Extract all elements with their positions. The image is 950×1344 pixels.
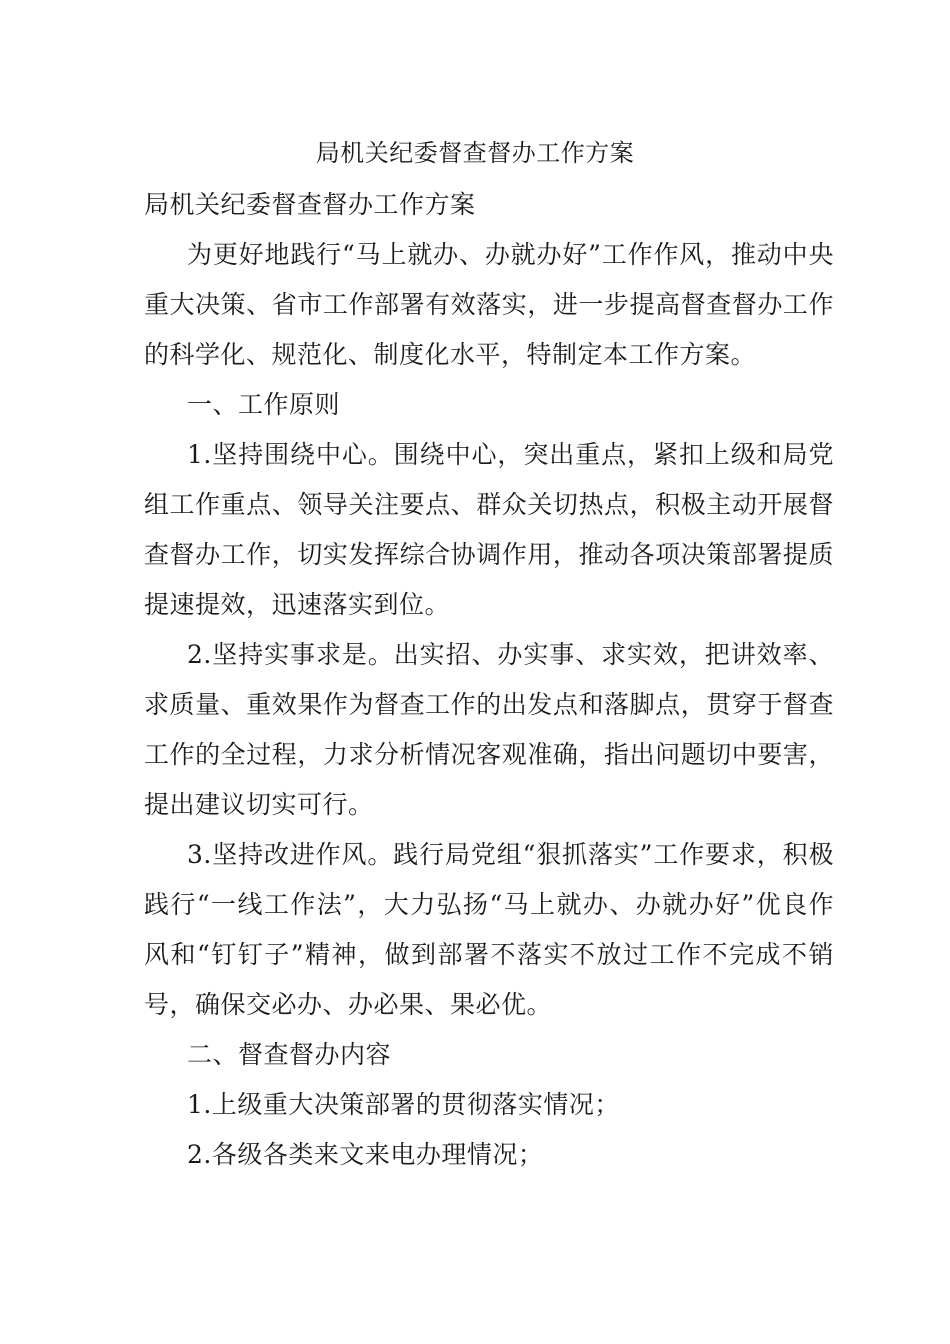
- section-heading-content: 二、督查督办内容: [187, 1040, 392, 1069]
- principle-paragraph-2: 2.坚持实事求是。出实招、办实事、求实效，把讲效率、求质量、重效果作为督查工作的出发点和落脚点，贯穿于督查工作的全过程，力求分析情况客观准确，指出问题切中要害，提出建议切实可行。: [144, 640, 834, 819]
- principle-paragraph-1: 1.坚持围绕中心。围绕中心，突出重点，紧扣上级和局党组工作重点、领导关注要点、群众关切热点，积极主动开展督查督办工作，切实发挥综合协调作用，推动各项决策部署提质提速提效，迅速落实到位。: [144, 440, 834, 619]
- document-body: [144, 180, 834, 1180]
- content-item-1: 1.上级重大决策部署的贯彻落实情况；: [187, 1090, 620, 1119]
- content-item-2: 2.各级各类来文来电办理情况；: [187, 1140, 544, 1169]
- intro-paragraph: 为更好地践行“马上就办、办就办好”工作作风，推动中央重大决策、省市工作部署有效落实，进一步提高督查督办工作的科学化、规范化、制度化水平，特制定本工作方案。: [144, 240, 834, 369]
- document-subtitle: 局机关纪委督查督办工作方案: [144, 190, 476, 219]
- document-title: 局机关纪委督查督办工作方案: [315, 139, 635, 167]
- principle-paragraph-3: 3.坚持改进作风。践行局党组“狠抓落实”工作要求，积极践行“一线工作法”，大力弘扬“马上就办、办就办好”优良作风和“钉钉子”精神，做到部署不落实不放过工作不完成不销号，确保交必办、办必果、果必优。: [144, 840, 834, 1019]
- section-heading-principles: 一、工作原则: [187, 390, 341, 419]
